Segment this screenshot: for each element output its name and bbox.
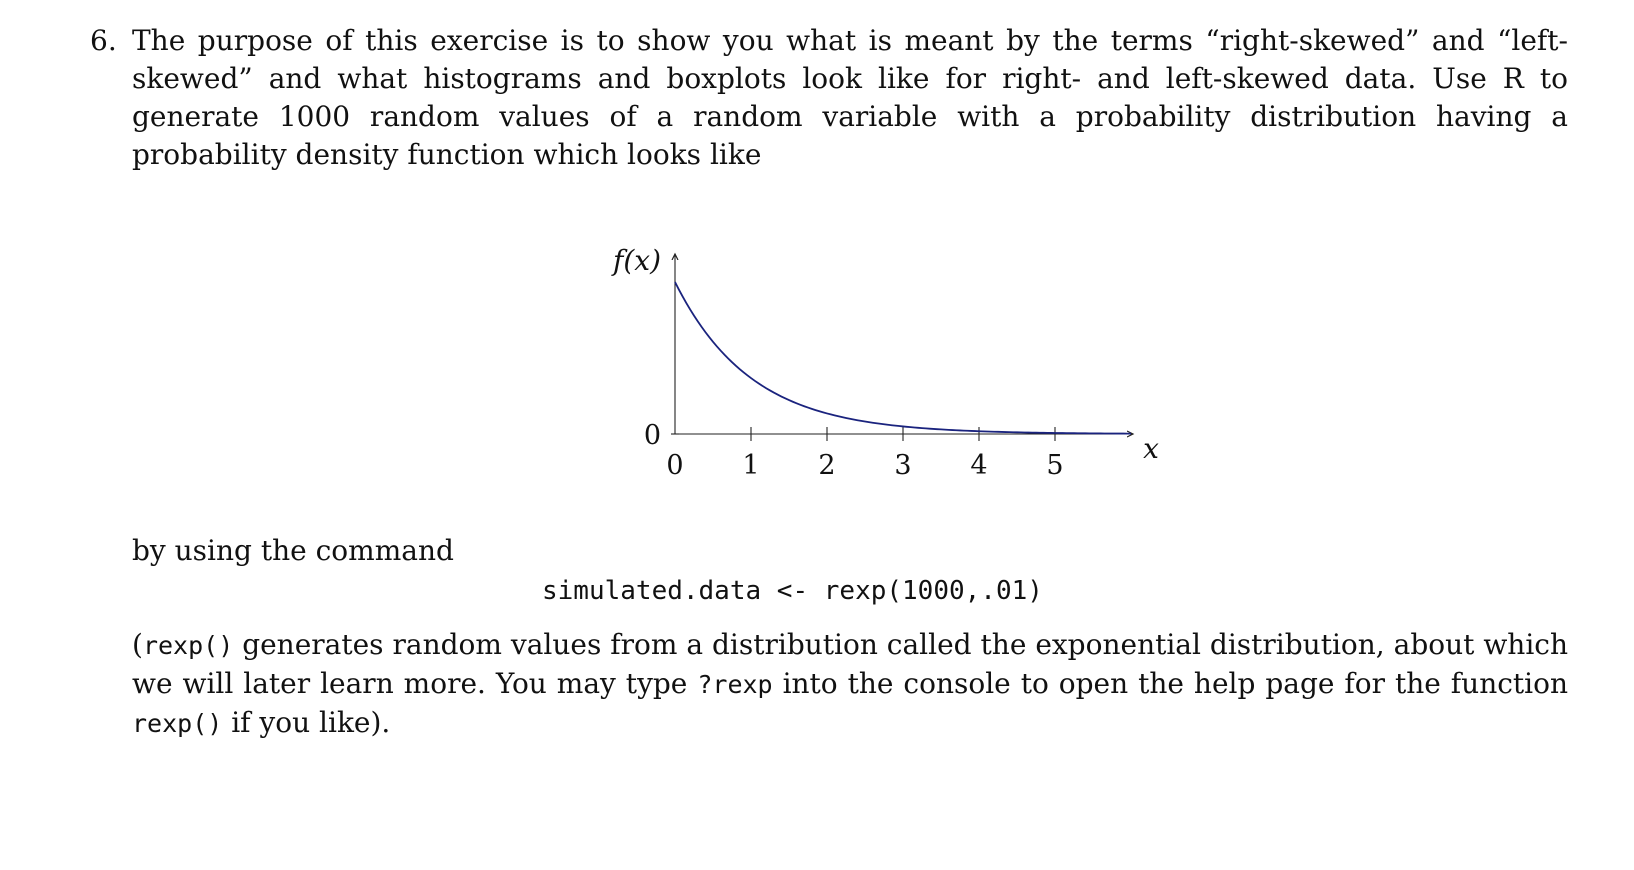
- help-rexp-code: ?rexp: [697, 670, 773, 699]
- density-plot: [612, 234, 1180, 504]
- x-tick-label-1: 1: [742, 450, 760, 481]
- y-axis-label: f(x): [612, 244, 661, 277]
- note-paragraph: [132, 626, 1568, 743]
- note-text-2: into the console to open the help page for the function: [772, 667, 1569, 700]
- x-tick-label-2: 2: [818, 450, 836, 481]
- y-tick-label-0: 0: [643, 420, 661, 451]
- exercise-intro-paragraph: The purpose of this exercise is to show you what is meant by the terms “right-skewed” and “left-skewed” and what histograms and boxplots look like for right- and left-skewed data. Use R to generate 1000 random values of a random variable with a probability distribution having a probability density function which looks like: [132, 24, 1568, 171]
- note-text-3: if you like).: [222, 706, 391, 739]
- r-command: simulated.data <- rexp(1000,.01): [542, 576, 1043, 606]
- lead-in-text: by using the command: [132, 534, 454, 567]
- note-text-1: generates random values from a distribution called the exponential distribution, about which we will later learn more. You may type: [132, 628, 1568, 700]
- density-plot-svg: [612, 234, 1180, 504]
- rexp-code-2: rexp(): [132, 709, 223, 738]
- x-tick-label-0: 0: [666, 450, 684, 481]
- x-axis-label: x: [1143, 432, 1159, 465]
- x-tick-label-4: 4: [970, 450, 988, 481]
- x-tick-label-5: 5: [1046, 450, 1064, 481]
- note-open-paren: (: [132, 628, 143, 661]
- rexp-code: rexp(): [142, 631, 234, 660]
- exercise-number: 6.: [90, 24, 117, 57]
- density-curve: [675, 282, 1131, 434]
- x-tick-label-3: 3: [894, 450, 912, 481]
